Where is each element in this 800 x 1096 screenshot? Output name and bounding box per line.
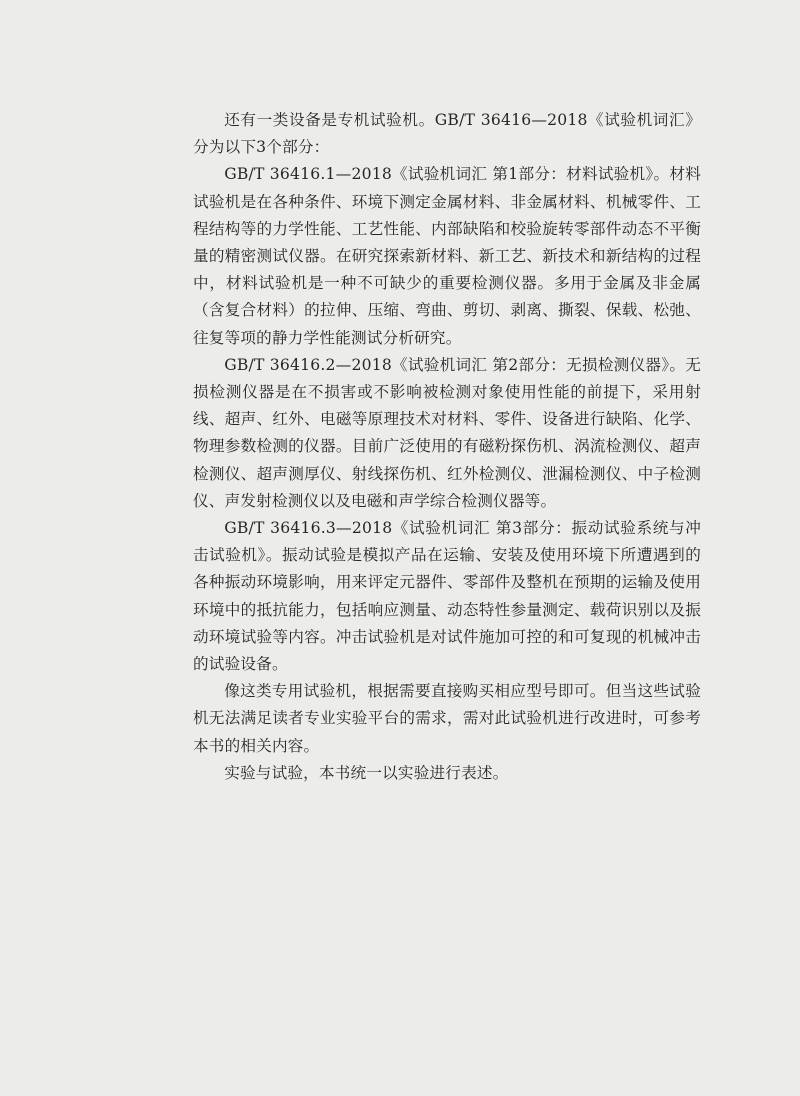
paragraph-terminology-note: 实验与试验，本书统一以实验进行表述。 [224,763,509,782]
paragraph-part-2-nondestructive-testing: GB/T 36416.2—2018《试验机词汇 第2部分：无损检测仪器》。无损检测仪器是在不损害或不影响被检测对象使用性能的前提下，采用射线、超声、红外、电磁等原理技术对材料、零件、设备进行缺陷、化学、物理参数检测的仪器。目前广泛使用的有磁粉探伤机、涡流检测仪、超声检测仪、超声测厚仪、射线探伤机、红外检测仪、泄漏检测仪、中子检测仪、声发射检测仪以及电磁和声学综合检测仪器等。 [193,355,701,510]
paragraph-special-machines: 像这类专用试验机，根据需要直接购买相应型号即可。但当这些试验机无法满足读者专业实验平台的需求，需对此试验机进行改进时，可参考本书的相关内容。 [193,682,701,755]
paragraph-part-1-material-testing: GB/T 36416.1—2018《试验机词汇 第1部分：材料试验机》。材料试验机是在各种条件、环境下测定金属材料、非金属材料、机械零件、工程结构等的力学性能、工艺性能、内部缺陷和校验旋转零部件动态不平衡量的精密测试仪器。在研究探索新材料、新工艺、新技术和新结构的过程中，材料试验机是一种不可缺少的重要检测仪器。多用于金属及非金属（含复合材料）的拉伸、压缩、弯曲、剪切、剥离、撕裂、保载、松弛、往复等项的静力学性能测试分析研究。 [193,165,701,347]
body-text [193,107,701,787]
paragraph-part-3-vibration-impact: GB/T 36416.3—2018《试验机词汇 第3部分：振动试验系统与冲击试验机》。振动试验是模拟产品在运输、安装及使用环境下所遭遇到的各种振动环境影响，用来评定元器件、零部件及整机在预期的运输及使用环境中的抵抗能力，包括响应测量、动态特性参量测定、载荷识别以及振动环境试验等内容。冲击试验机是对试件施加可控的和可复现的机械冲击的试验设备。 [193,519,701,674]
paragraph-intro: 还有一类设备是专机试验机。GB/T 36416—2018《试验机词汇》分为以下3个部分： [193,111,701,157]
